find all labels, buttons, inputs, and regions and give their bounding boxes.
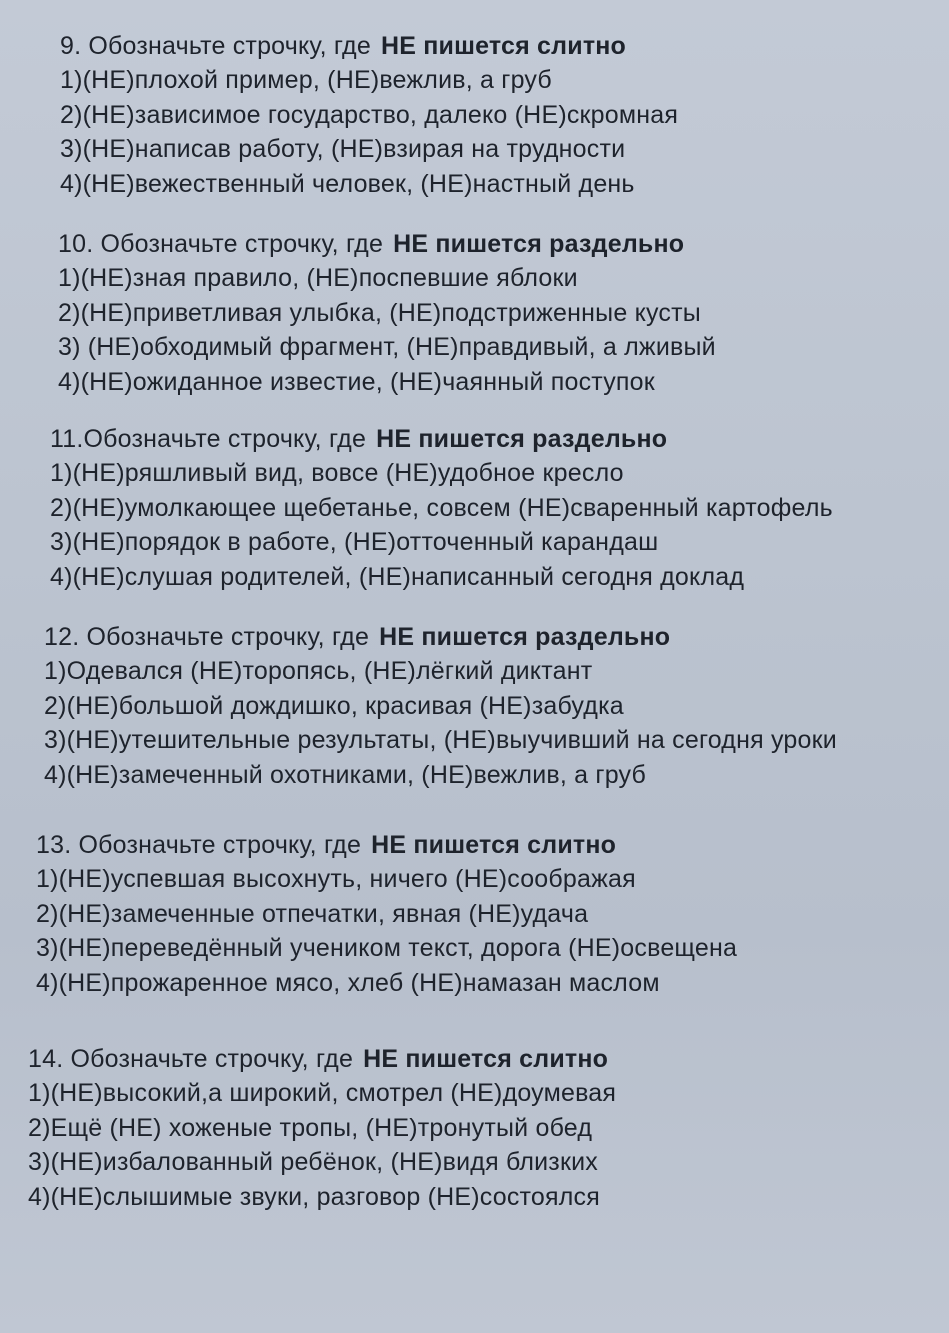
question-header (28, 1043, 616, 1076)
answer-option: 2)(НЕ)зависимое государство, далеко (НЕ)скромная (60, 100, 679, 129)
answer-option: 4)(НЕ)замеченный охотниками, (НЕ)вежлив, а груб (44, 760, 647, 789)
answer-option: 1)(НЕ)ряшливый вид, вовсе (НЕ)удобное кресло (50, 459, 624, 487)
answer-option: 2)(НЕ)замеченные отпечатки, явная (НЕ)удача (36, 899, 589, 928)
question-header (44, 621, 837, 654)
question-prompt: 13. Обозначьте строчку, где (36, 831, 362, 859)
answer-option: 4)(НЕ)ожиданное известие, (НЕ)чаянный поступок (58, 367, 655, 396)
question-emphasis: НЕ пишется раздельно (376, 425, 668, 453)
question-12 (44, 621, 837, 792)
question-prompt: 11.Обозначьте строчку, где (50, 425, 367, 453)
question-emphasis: НЕ пишется раздельно (393, 230, 685, 258)
answer-option: 3) (НЕ)обходимый фрагмент, (НЕ)правдивый, а лживый (58, 333, 716, 361)
question-10 (58, 228, 716, 399)
answer-option: 1)Одевался (НЕ)торопясь, (НЕ)лёгкий диктант (44, 657, 593, 685)
question-header (58, 228, 716, 261)
question-header (60, 30, 678, 63)
question-prompt: 12. Обозначьте строчку, где (44, 623, 370, 651)
answer-option: 3)(НЕ)переведённый учеником текст, дорога (НЕ)освещена (36, 934, 738, 962)
answer-option: 4)(НЕ)вежественный человек, (НЕ)настный день (60, 169, 635, 198)
answer-option: 1)(НЕ)успевшая высохнуть, ничего (НЕ)соображая (36, 865, 636, 893)
question-prompt: 10. Обозначьте строчку, где (58, 230, 384, 258)
question-14 (28, 1043, 616, 1214)
answer-option: 4)(НЕ)слышимые звуки, разговор (НЕ)состоялся (28, 1182, 600, 1211)
answer-option: 3)(НЕ)написав работу, (НЕ)взирая на трудности (60, 135, 626, 163)
answer-option: 2)Ещё (НЕ) хоженые тропы, (НЕ)тронутый обед (28, 1113, 593, 1142)
answer-option: 1)(НЕ)плохой пример, (НЕ)вежлив, а груб (60, 66, 552, 94)
answer-option: 3)(НЕ)порядок в работе, (НЕ)отточенный карандаш (50, 528, 659, 556)
answer-option: 3)(НЕ)утешительные результаты, (НЕ)выучивший на сегодня уроки (44, 726, 837, 754)
answer-option: 2)(НЕ)большой дождишко, красивая (НЕ)забудка (44, 691, 624, 720)
question-11 (50, 423, 833, 594)
question-9 (60, 30, 678, 201)
question-emphasis: НЕ пишется раздельно (379, 623, 671, 651)
answer-option: 2)(НЕ)приветливая улыбка, (НЕ)подстриженные кусты (58, 298, 701, 327)
answer-option: 1)(НЕ)зная правило, (НЕ)поспевшие яблоки (58, 264, 578, 292)
question-prompt: 14. Обозначьте строчку, где (28, 1045, 354, 1073)
answer-option: 4)(НЕ)прожаренное мясо, хлеб (НЕ)намазан маслом (36, 968, 660, 997)
answer-option: 1)(НЕ)высокий,а широкий, смотрел (НЕ)доумевая (28, 1079, 617, 1107)
question-header (36, 829, 737, 862)
question-emphasis: НЕ пишется слитно (380, 32, 627, 60)
question-13 (36, 829, 737, 1000)
answer-option: 3)(НЕ)избалованный ребёнок, (НЕ)видя близких (28, 1148, 598, 1176)
question-prompt: 9. Обозначьте строчку, где (60, 32, 371, 60)
answer-option: 4)(НЕ)слушая родителей, (НЕ)написанный сегодня доклад (50, 562, 745, 591)
question-header (50, 423, 833, 456)
question-emphasis: НЕ пишется слитно (371, 831, 617, 859)
answer-option: 2)(НЕ)умолкающее щебетанье, совсем (НЕ)сваренный картофель (50, 493, 833, 522)
question-emphasis: НЕ пишется слитно (363, 1045, 609, 1073)
